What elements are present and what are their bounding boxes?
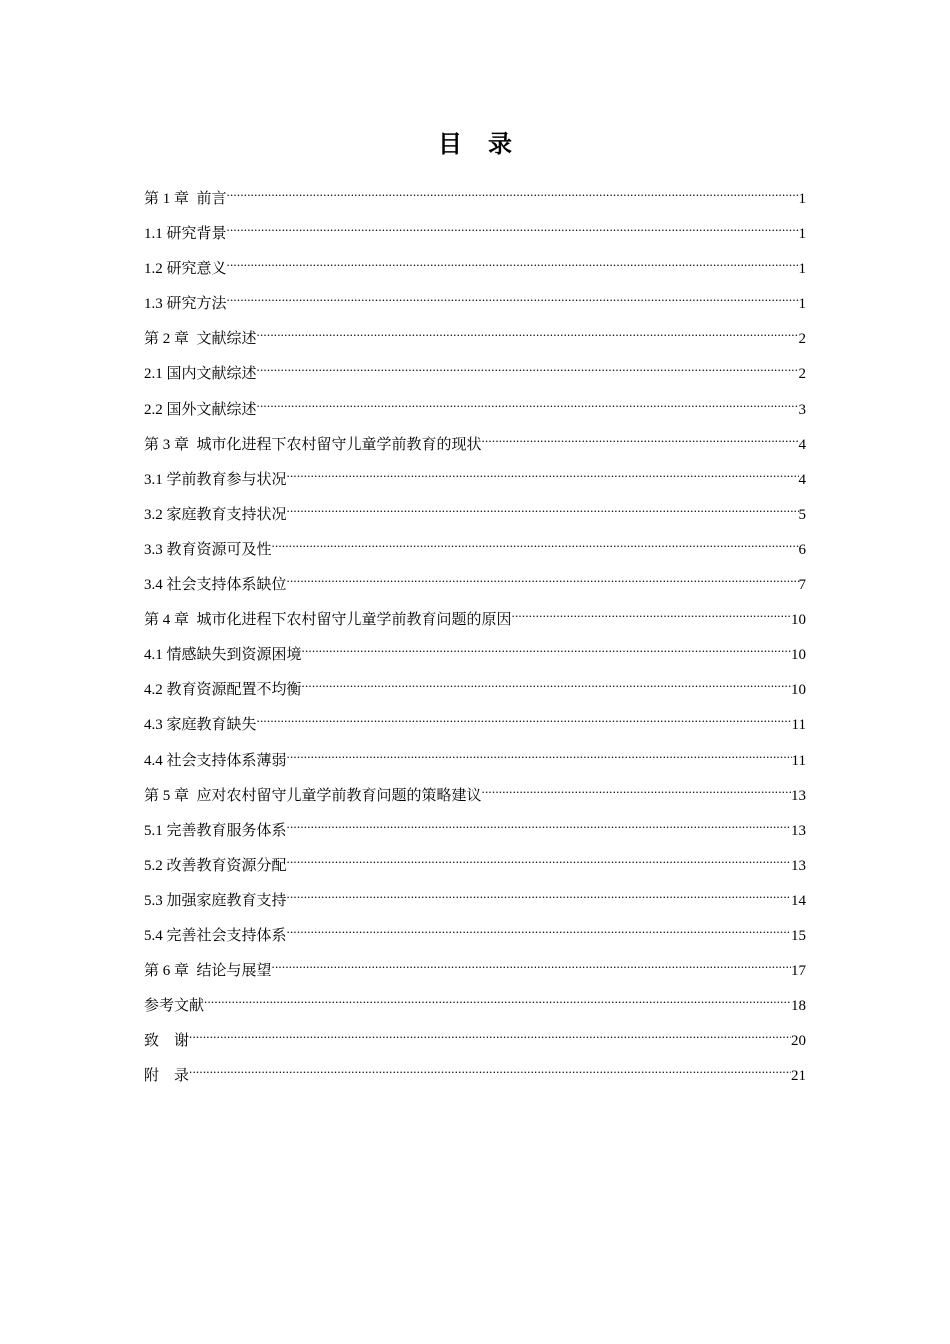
toc-entry-label: 2.2 国外文献综述 [144, 401, 257, 418]
toc-entry-label: 5.1 完善教育服务体系 [144, 822, 287, 839]
toc-entry-page: 3 [798, 401, 806, 418]
toc-entry[interactable] [144, 532, 806, 567]
toc-dot-leader [287, 848, 791, 870]
toc-dot-leader [189, 1058, 791, 1080]
toc-dot-leader [257, 707, 792, 729]
toc-entry-page: 13 [791, 787, 806, 804]
toc-entry-label: 2.1 国内文献综述 [144, 366, 257, 383]
toc-entry-label: 3.4 社会支持体系缺位 [144, 577, 287, 594]
toc-entry-page: 10 [791, 612, 806, 629]
toc-entry-label: 1.2 研究意义 [144, 261, 227, 278]
table-of-contents [144, 181, 806, 1093]
toc-entry-page: 10 [791, 682, 806, 699]
toc-dot-leader [482, 778, 791, 800]
toc-dot-leader [482, 427, 799, 449]
toc-dot-leader [227, 286, 799, 308]
toc-entry[interactable] [144, 602, 806, 637]
toc-entry[interactable] [144, 1058, 806, 1093]
toc-dot-leader [287, 813, 791, 835]
toc-dot-leader [287, 567, 799, 589]
toc-dot-leader [257, 356, 799, 378]
toc-entry[interactable] [144, 707, 806, 742]
toc-entry[interactable] [144, 953, 806, 988]
toc-entry-label: 第 4 章 城市化进程下农村留守儿童学前教育问题的原因 [144, 612, 512, 629]
toc-entry[interactable] [144, 321, 806, 356]
toc-dot-leader [189, 1023, 791, 1045]
toc-entry-page: 6 [798, 541, 806, 558]
toc-dot-leader [287, 883, 791, 905]
toc-dot-leader [257, 392, 799, 414]
toc-entry[interactable] [144, 1023, 806, 1058]
toc-entry-page: 18 [791, 998, 806, 1015]
toc-entry-page: 13 [791, 822, 806, 839]
toc-dot-leader [272, 532, 799, 554]
toc-entry-page: 20 [791, 1033, 806, 1050]
toc-entry-label: 附 录 [144, 1068, 190, 1085]
toc-dot-leader [257, 321, 799, 343]
toc-entry-page: 15 [791, 927, 806, 944]
toc-entry[interactable] [144, 462, 806, 497]
toc-dot-leader [287, 918, 791, 940]
toc-entry-label: 5.2 改善教育资源分配 [144, 857, 287, 874]
toc-entry-page: 5 [798, 506, 806, 523]
toc-entry[interactable] [144, 427, 806, 462]
toc-entry-label: 1.1 研究背景 [144, 226, 227, 243]
toc-dot-leader [227, 181, 799, 203]
toc-dot-leader [272, 953, 791, 975]
toc-entry-label: 致 谢 [144, 1033, 190, 1050]
toc-entry[interactable] [144, 567, 806, 602]
toc-entry-label: 第 2 章 文献综述 [144, 331, 257, 348]
toc-dot-leader [287, 743, 792, 765]
toc-entry-page: 1 [798, 296, 806, 313]
toc-entry-page: 1 [798, 261, 806, 278]
toc-entry-page: 21 [791, 1068, 806, 1085]
toc-entry-label: 1.3 研究方法 [144, 296, 227, 313]
toc-entry[interactable] [144, 637, 806, 672]
toc-dot-leader [227, 251, 799, 273]
title-part-2: 录 [488, 130, 512, 158]
toc-entry[interactable] [144, 392, 806, 427]
toc-entry-label: 4.3 家庭教育缺失 [144, 717, 257, 734]
title-part-1: 目 [438, 130, 462, 158]
toc-entry[interactable] [144, 988, 806, 1023]
toc-dot-leader [302, 637, 791, 659]
toc-dot-leader [512, 602, 791, 624]
toc-entry-label: 第 6 章 结论与展望 [144, 963, 272, 980]
toc-dot-leader [302, 672, 791, 694]
toc-dot-leader [287, 462, 799, 484]
toc-entry[interactable] [144, 181, 806, 216]
toc-entry-page: 7 [798, 577, 806, 594]
toc-entry[interactable] [144, 848, 806, 883]
toc-entry[interactable] [144, 286, 806, 321]
toc-entry-page: 2 [798, 331, 806, 348]
toc-dot-leader [204, 988, 791, 1010]
toc-entry-label: 第 5 章 应对农村留守儿童学前教育问题的策略建议 [144, 787, 482, 804]
toc-entry-label: 第 1 章 前言 [144, 191, 227, 207]
toc-entry-page: 11 [791, 752, 806, 769]
toc-entry-page: 17 [791, 963, 806, 980]
toc-entry-label: 第 3 章 城市化进程下农村留守儿童学前教育的现状 [144, 436, 482, 453]
toc-entry-page: 11 [791, 717, 806, 734]
toc-entry[interactable] [144, 813, 806, 848]
toc-entry-page: 1 [798, 226, 806, 243]
toc-entry-page: 4 [798, 471, 806, 488]
toc-entry-label: 5.3 加强家庭教育支持 [144, 892, 287, 909]
toc-entry-label: 3.1 学前教育参与状况 [144, 471, 287, 488]
toc-entry[interactable] [144, 918, 806, 953]
toc-entry-label: 5.4 完善社会支持体系 [144, 927, 287, 944]
toc-entry-label: 3.2 家庭教育支持状况 [144, 506, 287, 523]
page-title [0, 124, 950, 159]
toc-entry-label: 4.4 社会支持体系薄弱 [144, 752, 287, 769]
toc-entry[interactable] [144, 216, 806, 251]
toc-entry[interactable] [144, 743, 806, 778]
toc-entry[interactable] [144, 356, 806, 391]
toc-entry-label: 4.2 教育资源配置不均衡 [144, 682, 302, 699]
toc-entry-page: 4 [798, 436, 806, 453]
toc-entry-page: 14 [791, 892, 806, 909]
toc-entry-label: 4.1 情感缺失到资源困境 [144, 647, 302, 664]
toc-entry-page: 1 [798, 191, 806, 207]
toc-entry[interactable] [144, 883, 806, 918]
toc-entry-page: 10 [791, 647, 806, 664]
toc-entry[interactable] [144, 251, 806, 286]
toc-entry-label: 3.3 教育资源可及性 [144, 541, 272, 558]
toc-dot-leader [227, 216, 799, 238]
toc-entry-page: 2 [798, 366, 806, 383]
toc-entry[interactable] [144, 497, 806, 532]
toc-entry[interactable] [144, 672, 806, 707]
toc-dot-leader [287, 497, 799, 519]
toc-entry-label: 参考文献 [144, 998, 205, 1015]
toc-entry[interactable] [144, 778, 806, 813]
toc-entry-page: 13 [791, 857, 806, 874]
